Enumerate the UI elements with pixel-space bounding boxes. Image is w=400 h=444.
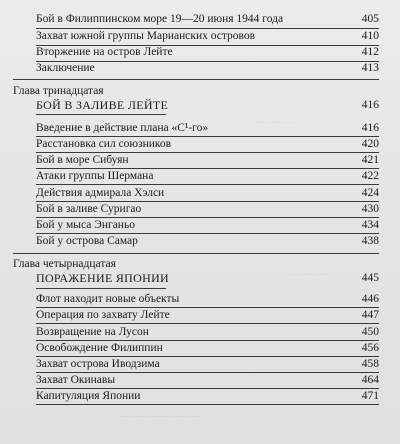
chapter-title-underline: [36, 288, 166, 289]
toc-entry-page: 447: [361, 309, 379, 321]
toc-entry-page: 416: [361, 122, 379, 134]
divider: [36, 404, 379, 405]
toc-entry-title: Освобождение Филиппин: [36, 342, 163, 354]
toc-entry-page: 446: [361, 293, 379, 305]
toc-entry[interactable]: [36, 234, 379, 248]
chapter-title-entry[interactable]: [36, 98, 379, 112]
toc-entry-page: 471: [361, 390, 379, 402]
chapter-title-underline: [36, 114, 166, 115]
toc-entry-title: Захват острова Иводзима: [36, 358, 160, 370]
toc-entry-title: Бой в заливе Суригао: [36, 203, 142, 215]
bleed-through-text: — — —: [255, 116, 294, 128]
toc-entry[interactable]: [36, 45, 379, 59]
toc-entry-title: Бой в Филиппинском море 19—20 июня 1944 года: [36, 13, 284, 25]
toc-entry[interactable]: [36, 61, 379, 75]
toc-entry[interactable]: [36, 308, 379, 322]
toc-entry-page: 458: [361, 358, 379, 370]
toc-entry-page: 464: [361, 374, 379, 386]
toc-entry-title: Захват южной группы Марианских островов: [36, 30, 256, 42]
toc-entry[interactable]: [36, 341, 379, 355]
toc-entry-title: Бой в море Сибуян: [36, 154, 129, 166]
toc-entry-title: Расстановка сил союзников: [36, 138, 172, 150]
toc-entry[interactable]: [36, 186, 379, 200]
toc-entry[interactable]: [36, 325, 379, 339]
toc-entry[interactable]: [36, 202, 379, 216]
toc-entry[interactable]: [36, 121, 379, 135]
toc-entry[interactable]: [36, 12, 379, 26]
chapter-page: 445: [361, 272, 379, 284]
toc-entry[interactable]: [36, 29, 379, 43]
toc-entry-page: 456: [361, 342, 379, 354]
toc-entry-page: 430: [361, 203, 379, 215]
toc-entry[interactable]: [36, 389, 379, 403]
toc-entry[interactable]: [36, 292, 379, 306]
bleed-through-text: — — —: [290, 268, 329, 280]
toc-entry-title: Действия адмирала Хэлси: [36, 187, 165, 199]
toc-entry[interactable]: [36, 137, 379, 151]
toc-entry[interactable]: [36, 218, 379, 232]
section-divider: [13, 253, 379, 254]
toc-entry-page: 438: [361, 235, 379, 247]
toc-entry-page: 413: [361, 62, 379, 74]
toc-entry-title: Захват Окинавы: [36, 374, 116, 386]
toc-entry-title: Возвращение на Лусон: [36, 326, 149, 338]
toc-entry-title: Атаки группы Шермана: [36, 170, 154, 182]
chapter-page: 416: [361, 99, 379, 111]
chapter-title-entry[interactable]: [36, 271, 379, 285]
toc-entry-page: 422: [361, 170, 379, 182]
toc-entry-page: 424: [361, 187, 379, 199]
divider: [36, 184, 379, 185]
toc-entry[interactable]: [36, 373, 379, 387]
chapter-title: ПОРАЖЕНИЕ ЯПОНИИ: [36, 271, 170, 285]
toc-entry-page: 410: [361, 30, 379, 42]
bleed-through-text: — — — — — —: [120, 410, 200, 422]
toc-entry-title: Бой у острова Самар: [36, 235, 138, 247]
section-divider: [13, 79, 379, 80]
toc-entry-page: 420: [361, 138, 379, 150]
toc-entry-title: Капитуляция Японии: [36, 390, 141, 402]
toc-entry-page: 405: [361, 13, 379, 25]
toc-entry-title: Заключение: [36, 62, 95, 74]
toc-entry[interactable]: [36, 357, 379, 371]
chapter-title: БОЙ В ЗАЛИВЕ ЛЕЙТЕ: [36, 98, 169, 112]
toc-entry-title: Вторжение на остров Лейте: [36, 46, 173, 58]
toc-entry-title: Флот находит новые объекты: [36, 293, 180, 305]
toc-entry[interactable]: [36, 169, 379, 183]
divider: [36, 323, 379, 324]
chapter-label: Глава тринадцатая: [13, 85, 104, 97]
toc-entry-title: Введение в действие плана «С¹-го»: [36, 122, 209, 134]
toc-entry-title: Операция по захвату Лейте: [36, 309, 170, 321]
toc-entry-page: 421: [361, 154, 379, 166]
toc-entry[interactable]: [36, 153, 379, 167]
chapter-label: Глава четырнадцатая: [13, 258, 116, 270]
toc-entry-page: 434: [361, 219, 379, 231]
toc-entry-page: 450: [361, 326, 379, 338]
toc-entry-title: Бой у мыса Энганьо: [36, 219, 135, 231]
toc-entry-page: 412: [361, 46, 379, 58]
